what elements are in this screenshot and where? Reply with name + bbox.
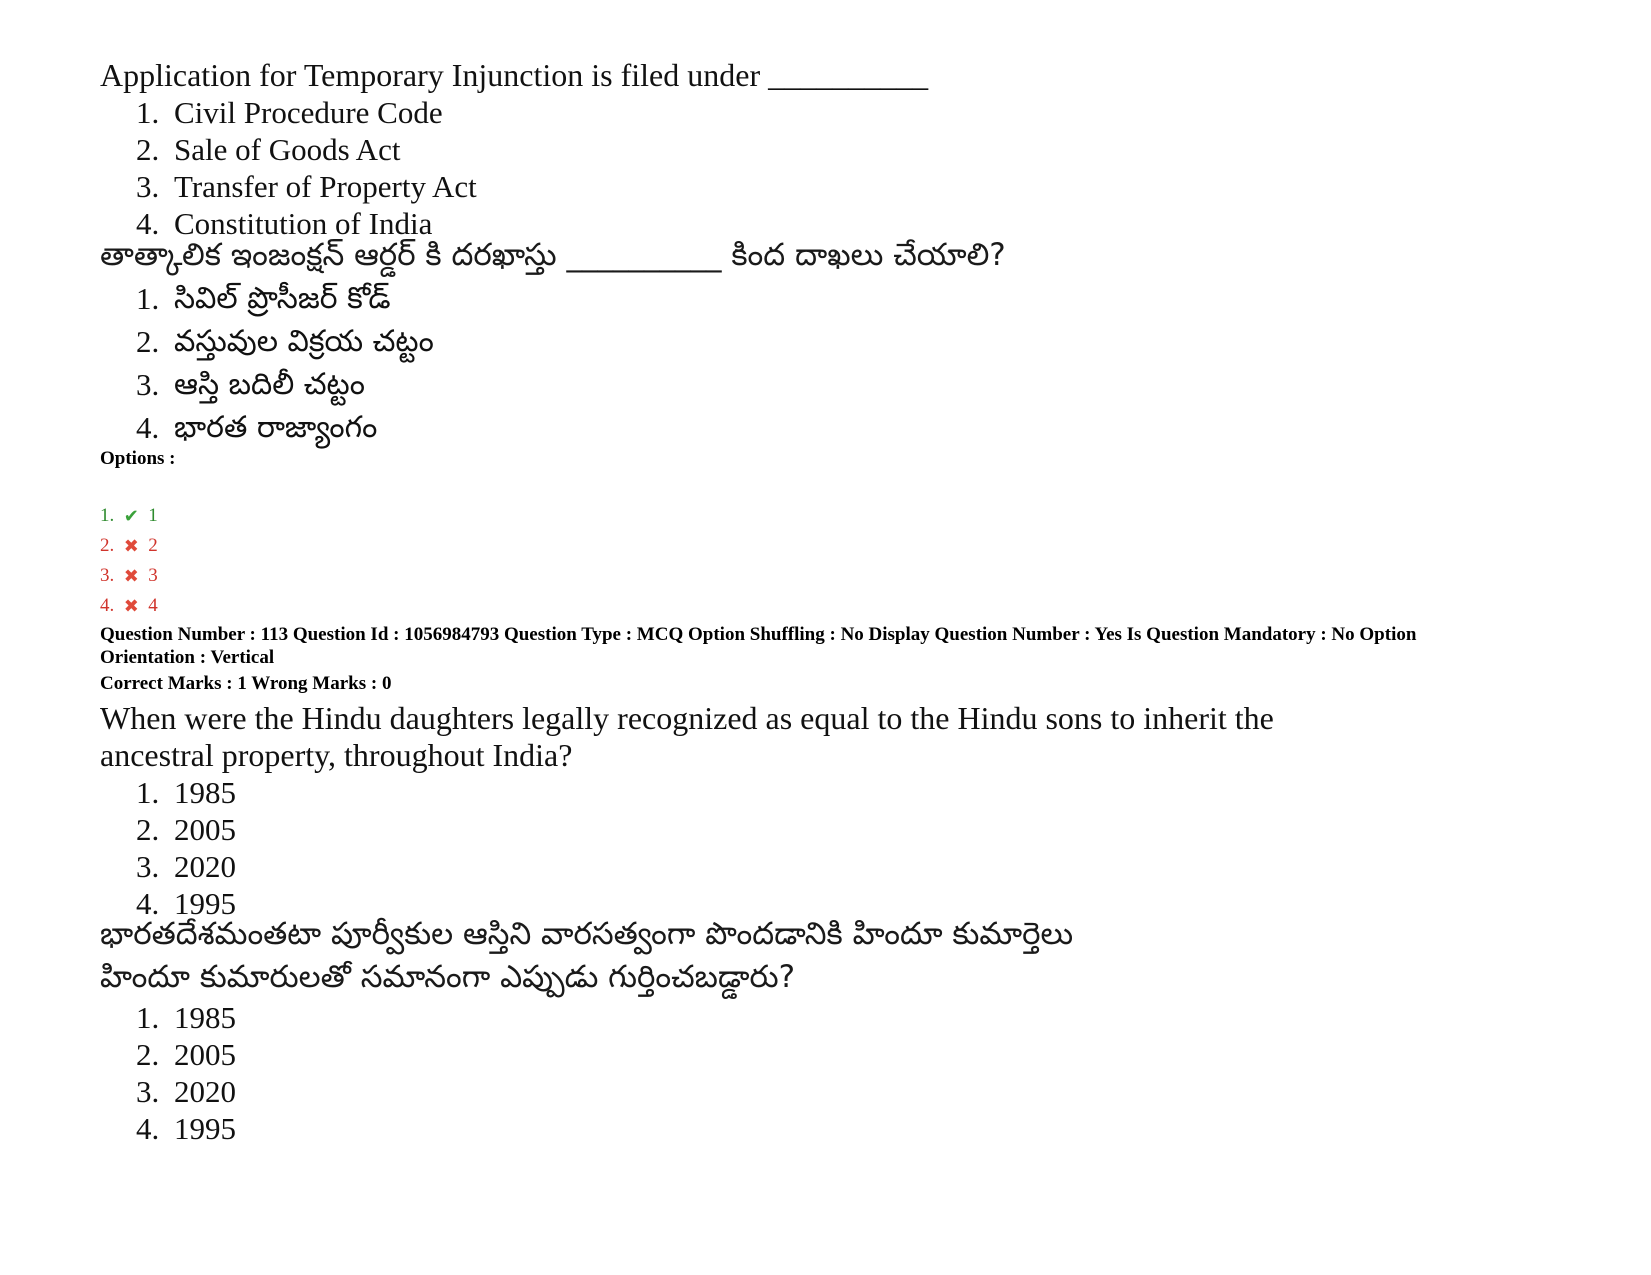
q112-telugu-block xyxy=(100,234,1540,449)
answer-key xyxy=(100,501,158,621)
q113-meta-line1: Question Number : 113 Question Id : 1056984793 Question Type : MCQ Option Shuffling : No Display Question Number : Yes Is Question Mandatory : No Option xyxy=(100,624,1417,645)
q112-english-question: Application for Temporary Injunction is filed under __________ xyxy=(100,57,929,93)
q113-telugu-question-line1: భారతదేశమంతటా పూర్వీకుల ఆస్తిని వారసత్వంగా పొందడానికి హిందూ కుమార్తెలు xyxy=(100,916,1074,952)
list-item: 1. Civil Procedure Code xyxy=(136,95,443,130)
q113-meta-line2: Orientation : Vertical xyxy=(100,647,275,668)
q113-marks: Correct Marks : 1 Wrong Marks : 0 xyxy=(100,673,392,694)
q112-telugu-question: తాత్కాలిక ఇంజంక్షన్ ఆర్డర్ కి దరఖాస్తు __________ కింద దాఖలు చేయాలి? xyxy=(100,237,1006,273)
q113-english-options xyxy=(100,774,1540,922)
cross-icon: ✖ xyxy=(123,566,139,586)
list-item: 3. ఆస్తి బదిలీ చట్టం xyxy=(136,367,365,402)
q112-english-block xyxy=(100,57,1540,242)
q113-telugu-block xyxy=(100,913,1540,1147)
options-label: Options : xyxy=(100,448,176,469)
q113-telugu-question-line2: హిందూ కుమారులతో సమానంగా ఎప్పుడు గుర్తించబడ్డారు? xyxy=(100,959,796,995)
list-item: 1. 1985 xyxy=(136,1000,236,1035)
list-item: 4. భారత రాజ్యాంగం xyxy=(136,410,378,445)
cross-icon: ✖ xyxy=(123,536,139,556)
answer-row-correct: 1. ✔ 1 xyxy=(100,501,158,531)
list-item: 3. 2020 xyxy=(136,1074,236,1109)
list-item: 1. 1985 xyxy=(136,775,236,810)
q113-telugu-options xyxy=(100,999,1540,1147)
q113-metadata xyxy=(100,623,1560,669)
cross-icon: ✖ xyxy=(123,596,139,616)
answer-row-wrong: 2. ✖ 2 xyxy=(100,531,158,561)
list-item: 3. Transfer of Property Act xyxy=(136,169,477,204)
list-item: 3. 2020 xyxy=(136,849,236,884)
list-item: 2. Sale of Goods Act xyxy=(136,132,401,167)
list-item: 4. 1995 xyxy=(136,1111,236,1146)
q112-english-options xyxy=(100,94,1540,242)
list-item: 4. 1995 xyxy=(136,886,236,921)
answer-row-wrong: 3. ✖ 3 xyxy=(100,561,158,591)
check-icon: ✔ xyxy=(123,506,139,526)
list-item: 2. 2005 xyxy=(136,812,236,847)
q113-english-block xyxy=(100,700,1540,922)
q113-english-question-line2: ancestral property, throughout India? xyxy=(100,737,573,773)
answer-row-wrong: 4. ✖ 4 xyxy=(100,591,158,621)
list-item: 4. Constitution of India xyxy=(136,206,433,241)
q113-english-question-line1: When were the Hindu daughters legally recognized as equal to the Hindu sons to inherit the xyxy=(100,700,1274,736)
list-item: 1. సివిల్ ప్రొసీజర్ కోడ్ xyxy=(136,281,391,316)
q112-telugu-options xyxy=(100,277,1540,449)
list-item: 2. 2005 xyxy=(136,1037,236,1072)
list-item: 2. వస్తువుల విక్రయ చట్టం xyxy=(136,324,434,359)
